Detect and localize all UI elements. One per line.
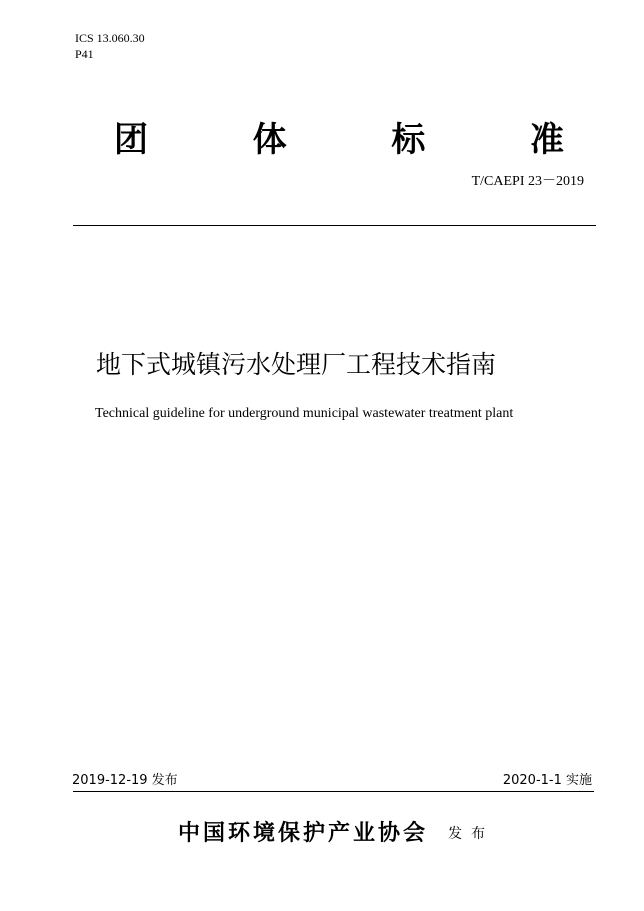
standard-type-char: 体 <box>252 120 287 160</box>
publish-label: 发布 <box>448 826 494 842</box>
standard-type-char: 标 <box>391 120 426 160</box>
classification-code: P41 <box>75 47 94 61</box>
implementation-date: 2020-1-1 实施 <box>502 773 592 788</box>
bottom-divider <box>73 791 594 792</box>
standard-type-heading <box>70 118 600 162</box>
standard-type-char: 团 <box>114 120 148 160</box>
standard-number: T/CAEPI 23－2019 <box>471 174 584 189</box>
publisher-name: 中国环境保护产业协会 <box>178 821 429 846</box>
standard-type-char: 准 <box>529 120 564 160</box>
ics-code: ICS 13.060.30 <box>75 31 145 45</box>
issue-date: 2019-12-19 发布 <box>72 773 178 788</box>
top-divider <box>73 225 596 226</box>
document-title-english: Technical guideline for underground municipal wastewater treatment plant <box>95 406 514 421</box>
document-title-chinese: 地下式城镇污水处理厂工程技术指南 <box>96 350 497 379</box>
